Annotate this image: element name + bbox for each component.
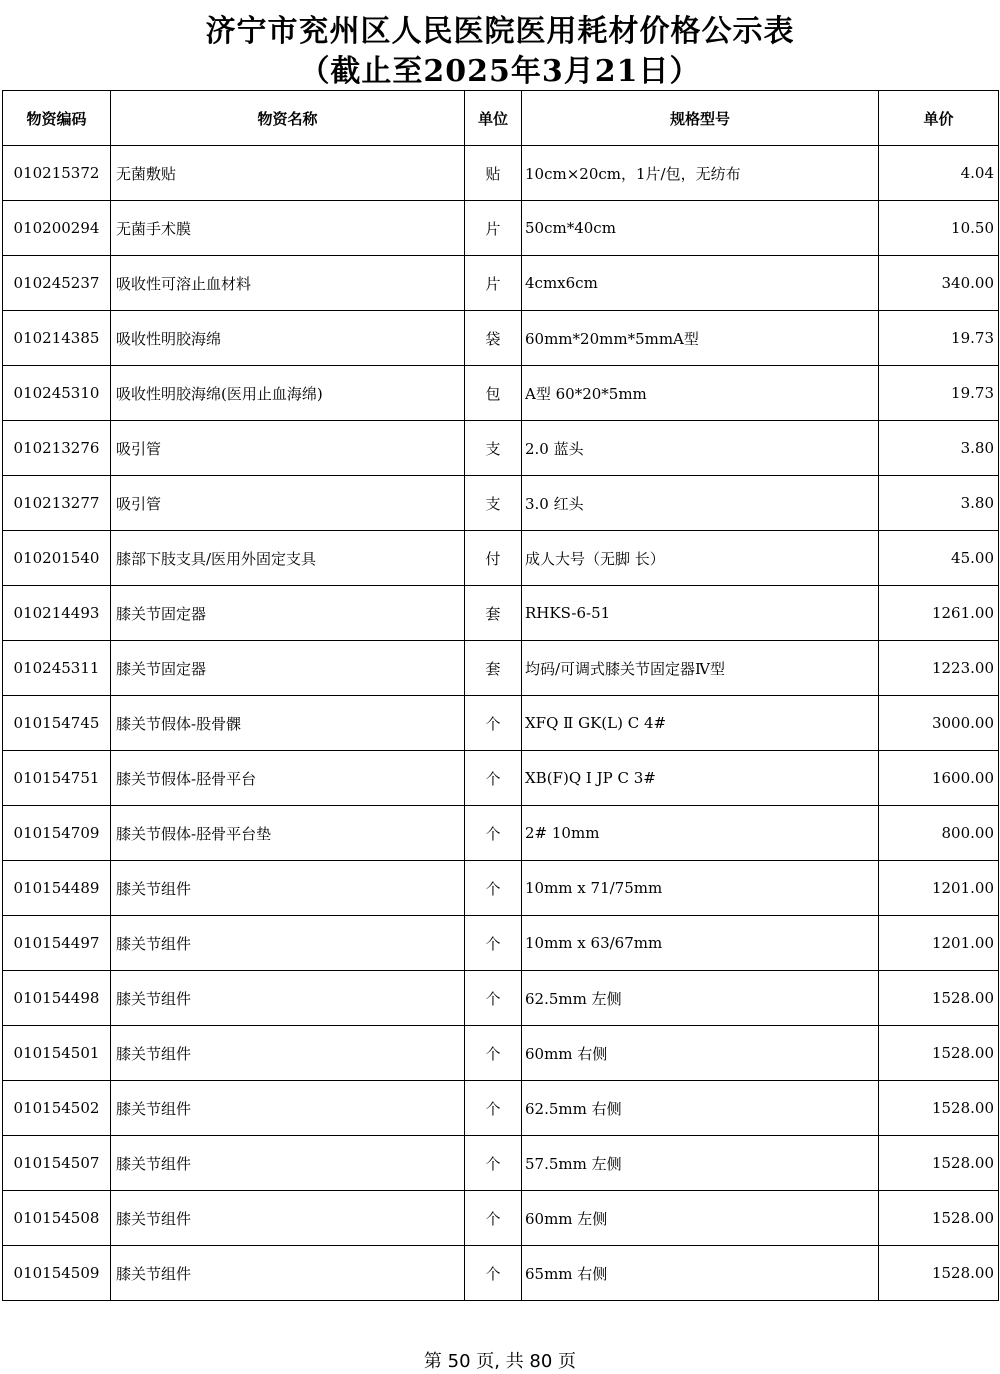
cell-unit: 片 [465, 201, 522, 256]
header-name: 物资名称 [111, 91, 465, 146]
cell-price: 1528.00 [879, 1136, 999, 1191]
table-row [3, 476, 999, 531]
header-code: 物资编码 [3, 91, 111, 146]
price-table [2, 90, 999, 1301]
cell-spec: 10cm×20cm，1片/包，无纺布 [522, 146, 879, 201]
cell-price: 19.73 [879, 366, 999, 421]
cell-price: 340.00 [879, 256, 999, 311]
cell-name: 膝关节组件 [111, 1191, 465, 1246]
cell-code: 010215372 [3, 146, 111, 201]
cell-unit: 个 [465, 971, 522, 1026]
cell-unit: 套 [465, 586, 522, 641]
cell-spec: XB(F)Q Ⅰ JP C 3# [522, 751, 879, 806]
cell-code: 010201540 [3, 531, 111, 586]
cell-code: 010154507 [3, 1136, 111, 1191]
cell-name: 膝关节假体-胫骨平台垫 [111, 806, 465, 861]
header-price: 单价 [879, 91, 999, 146]
cell-code: 010245310 [3, 366, 111, 421]
cell-price: 1528.00 [879, 1191, 999, 1246]
table-row [3, 256, 999, 311]
cell-spec: 50cm*40cm [522, 201, 879, 256]
table-row [3, 201, 999, 256]
cell-unit: 支 [465, 476, 522, 531]
cell-spec: 65mm 右侧 [522, 1246, 879, 1301]
cell-price: 1600.00 [879, 751, 999, 806]
table-row [3, 806, 999, 861]
cell-name: 膝关节组件 [111, 1246, 465, 1301]
cell-price: 1223.00 [879, 641, 999, 696]
cell-code: 010200294 [3, 201, 111, 256]
cell-name: 膝关节假体-胫骨平台 [111, 751, 465, 806]
cell-name: 吸收性可溶止血材料 [111, 256, 465, 311]
cell-spec: 62.5mm 右侧 [522, 1081, 879, 1136]
cell-name: 吸收性明胶海绵 [111, 311, 465, 366]
table-row [3, 696, 999, 751]
table-row [3, 916, 999, 971]
cell-name: 膝关节组件 [111, 1136, 465, 1191]
cell-price: 3.80 [879, 421, 999, 476]
cell-name: 吸引管 [111, 421, 465, 476]
cell-spec: 成人大号（无脚 长） [522, 531, 879, 586]
cell-code: 010154498 [3, 971, 111, 1026]
table-row [3, 366, 999, 421]
table-row [3, 1246, 999, 1301]
table-row [3, 586, 999, 641]
cell-unit: 个 [465, 751, 522, 806]
cell-code: 010154709 [3, 806, 111, 861]
page-number: 第 50 页, 共 80 页 [423, 1351, 577, 1372]
cell-price: 1528.00 [879, 1026, 999, 1081]
cell-unit: 个 [465, 1191, 522, 1246]
cell-code: 010245311 [3, 641, 111, 696]
cell-unit: 支 [465, 421, 522, 476]
document-title: 济宁市兖州区人民医院医用耗材价格公示表 [205, 14, 795, 49]
cell-unit: 包 [465, 366, 522, 421]
table-row [3, 641, 999, 696]
cell-spec: 60mm 左侧 [522, 1191, 879, 1246]
cell-name: 膝关节假体-股骨髁 [111, 696, 465, 751]
cell-spec: 10mm x 71/75mm [522, 861, 879, 916]
cell-code: 010214385 [3, 311, 111, 366]
table-row [3, 146, 999, 201]
cell-code: 010214493 [3, 586, 111, 641]
cell-price: 1201.00 [879, 861, 999, 916]
cell-spec: XFQ Ⅱ GK(L) C 4# [522, 696, 879, 751]
cell-price: 1201.00 [879, 916, 999, 971]
cell-price: 45.00 [879, 531, 999, 586]
cell-name: 无菌敷贴 [111, 146, 465, 201]
header-unit: 单位 [465, 91, 522, 146]
cell-unit: 个 [465, 1246, 522, 1301]
cell-spec: 2.0 蓝头 [522, 421, 879, 476]
cell-spec: RHKS-6-51 [522, 586, 879, 641]
cell-price: 10.50 [879, 201, 999, 256]
table-header-row [3, 91, 999, 146]
cell-unit: 个 [465, 696, 522, 751]
table-row [3, 971, 999, 1026]
cell-unit: 个 [465, 806, 522, 861]
cell-unit: 个 [465, 1026, 522, 1081]
cell-code: 010154497 [3, 916, 111, 971]
cell-name: 膝关节组件 [111, 1081, 465, 1136]
cell-price: 1528.00 [879, 1246, 999, 1301]
cell-unit: 付 [465, 531, 522, 586]
cell-spec: 62.5mm 左侧 [522, 971, 879, 1026]
cell-price: 1261.00 [879, 586, 999, 641]
cell-unit: 个 [465, 916, 522, 971]
cell-price: 3.80 [879, 476, 999, 531]
table-row [3, 1191, 999, 1246]
cell-spec: 4cmx6cm [522, 256, 879, 311]
cell-code: 010154509 [3, 1246, 111, 1301]
table-row [3, 751, 999, 806]
cell-price: 4.04 [879, 146, 999, 201]
cell-name: 膝关节组件 [111, 971, 465, 1026]
cell-name: 膝关节固定器 [111, 641, 465, 696]
cell-code: 010213277 [3, 476, 111, 531]
cell-name: 膝部下肢支具/医用外固定支具 [111, 531, 465, 586]
cell-unit: 片 [465, 256, 522, 311]
cell-code: 010213276 [3, 421, 111, 476]
cell-spec: A型 60*20*5mm [522, 366, 879, 421]
cell-price: 19.73 [879, 311, 999, 366]
cell-name: 膝关节固定器 [111, 586, 465, 641]
cell-name: 膝关节组件 [111, 861, 465, 916]
cell-name: 膝关节组件 [111, 916, 465, 971]
cell-spec: 60mm 右侧 [522, 1026, 879, 1081]
cell-name: 膝关节组件 [111, 1026, 465, 1081]
cell-price: 3000.00 [879, 696, 999, 751]
table-row [3, 311, 999, 366]
cell-name: 无菌手术膜 [111, 201, 465, 256]
table-row [3, 1081, 999, 1136]
cell-code: 010154508 [3, 1191, 111, 1246]
cell-name: 吸引管 [111, 476, 465, 531]
cell-spec: 57.5mm 左侧 [522, 1136, 879, 1191]
cell-code: 010245237 [3, 256, 111, 311]
cell-code: 010154745 [3, 696, 111, 751]
document-subtitle-date: （截止至2025年3月21日） [299, 54, 701, 89]
cell-name: 吸收性明胶海绵(医用止血海绵) [111, 366, 465, 421]
cell-unit: 个 [465, 861, 522, 916]
cell-price: 1528.00 [879, 971, 999, 1026]
cell-price: 800.00 [879, 806, 999, 861]
cell-spec: 2# 10mm [522, 806, 879, 861]
table-body [3, 146, 999, 1301]
table-row [3, 421, 999, 476]
cell-spec: 10mm x 63/67mm [522, 916, 879, 971]
table-row [3, 531, 999, 586]
cell-spec: 均码/可调式膝关节固定器Ⅳ型 [522, 641, 879, 696]
cell-unit: 个 [465, 1136, 522, 1191]
cell-code: 010154751 [3, 751, 111, 806]
cell-unit: 套 [465, 641, 522, 696]
cell-code: 010154502 [3, 1081, 111, 1136]
header-spec: 规格型号 [522, 91, 879, 146]
cell-spec: 60mm*20mm*5mmA型 [522, 311, 879, 366]
cell-unit: 个 [465, 1081, 522, 1136]
table-row [3, 861, 999, 916]
table-row [3, 1026, 999, 1081]
cell-price: 1528.00 [879, 1081, 999, 1136]
cell-spec: 3.0 红头 [522, 476, 879, 531]
cell-unit: 贴 [465, 146, 522, 201]
cell-unit: 袋 [465, 311, 522, 366]
cell-code: 010154489 [3, 861, 111, 916]
table-row [3, 1136, 999, 1191]
cell-code: 010154501 [3, 1026, 111, 1081]
